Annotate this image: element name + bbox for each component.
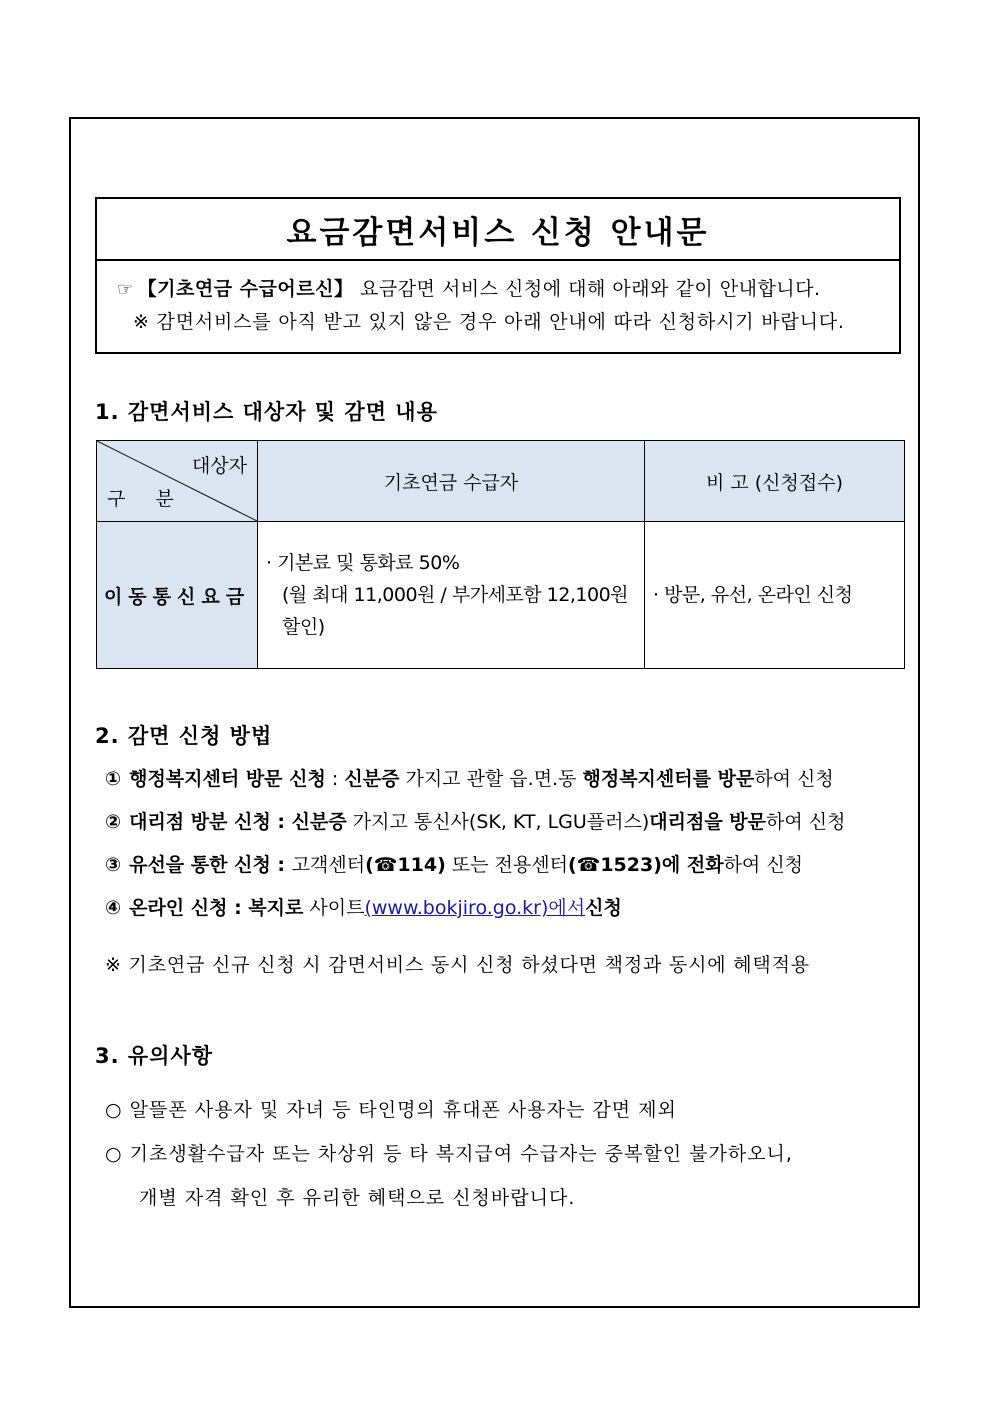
item-text: 고객센터 [291,854,366,876]
item-end: 신청 [585,897,622,919]
item-sep: : [325,768,345,790]
table-header-row [97,441,905,522]
item-text-2: 또는 전용센터 [445,854,568,876]
method-list [105,758,846,930]
section-3-heading: 3. 유의사항 [95,1044,214,1068]
cell-application: · 방문, 유선, 온라인 신청 [645,522,905,669]
discount-line-1: · 기본료 및 통화료 50% [266,552,460,574]
document-title: 요금감면서비스 신청 안내문 [286,214,710,251]
column-header-remarks: 비 고 (신청접수) [645,441,905,522]
item-title: 온라인 신청 : 복지로 [129,897,304,919]
caution-item-2: ○ 기초생활수급자 또는 차상위 등 타 복지급여 수급자는 중복할인 불가하오니, [105,1143,793,1165]
item-id: 신분증 [291,811,347,833]
corner-label-target: 대상자 [191,455,247,477]
title-row [97,199,899,261]
item-end: 하여 신청 [754,768,834,790]
pointing-hand-icon: ☞ [117,279,134,300]
table-row [97,522,905,669]
title-box [95,197,901,354]
item-number: ① [105,768,122,790]
item-title: 행정복지센터 방문 신청 [129,768,326,790]
intro-line-1 [117,273,899,306]
section-2-heading: 2. 감면 신청 방법 [95,724,273,748]
item-number: ④ [105,897,122,919]
table-corner-cell [97,441,258,522]
item-end: 하여 신청 [766,811,846,833]
item-id: 신분증 [344,768,400,790]
intro-text [97,261,899,338]
item-number: ② [105,811,122,833]
caution-item-2-cont: 개별 자격 확인 후 유리한 혜택으로 신청바랍니다. [139,1187,576,1209]
cell-discount [258,522,645,669]
list-item [105,801,846,844]
phone-1523: (☎1523)에 전화 [567,854,724,876]
list-item [105,887,846,930]
item-text: 가지고 관할 읍.면.동 [399,768,583,790]
item-text: 사이트 [303,897,365,919]
item-title: 유선을 통한 신청 : [129,854,292,876]
section-2-note: ※ 기초연금 신규 신청 시 감면서비스 동시 신청 하셨다면 책정과 동시에 혜택적용 [105,954,810,976]
column-header-recipient: 기초연금 수급자 [258,441,645,522]
intro-line-2: ※ 감면서비스를 아직 받고 있지 않은 경우 아래 안내에 따라 신청하시기 바랍니다. [133,311,845,333]
caution-item-1: ○ 알뜰폰 사용자 및 자녀 등 타인명의 휴대폰 사용자는 감면 제외 [105,1099,677,1121]
list-item [105,844,846,887]
discount-line-2: (월 최대 11,000원 / 부가세포함 12,100원 할인) [282,584,629,638]
list-item [105,758,846,801]
intro-line-1-text: 요금감면 서비스 신청에 대해 아래와 같이 안내합니다. [353,278,821,300]
row-label-mobile: 이동통신요금 [97,522,258,669]
item-end: 하여 신청 [723,854,804,876]
item-emph: 행정복지센터를 방문 [582,768,755,790]
bokjiro-link[interactable]: (www.bokjiro.go.kr)에서 [364,897,586,919]
caution-list [105,1088,793,1220]
benefit-table [96,440,905,669]
corner-label-category: 구 분 [107,488,186,510]
item-emph: 대리점을 방문 [649,811,767,833]
item-number: ③ [105,854,122,876]
item-text: 가지고 통신사(SK, KT, LGU플러스) [346,811,650,833]
intro-target: 【기초연금 수급어르신】 [137,278,354,300]
phone-114: (☎114) [365,854,446,876]
item-title: 대리점 방분 신청 : [129,811,292,833]
section-1-heading: 1. 감면서비스 대상자 및 감면 내용 [95,400,438,424]
